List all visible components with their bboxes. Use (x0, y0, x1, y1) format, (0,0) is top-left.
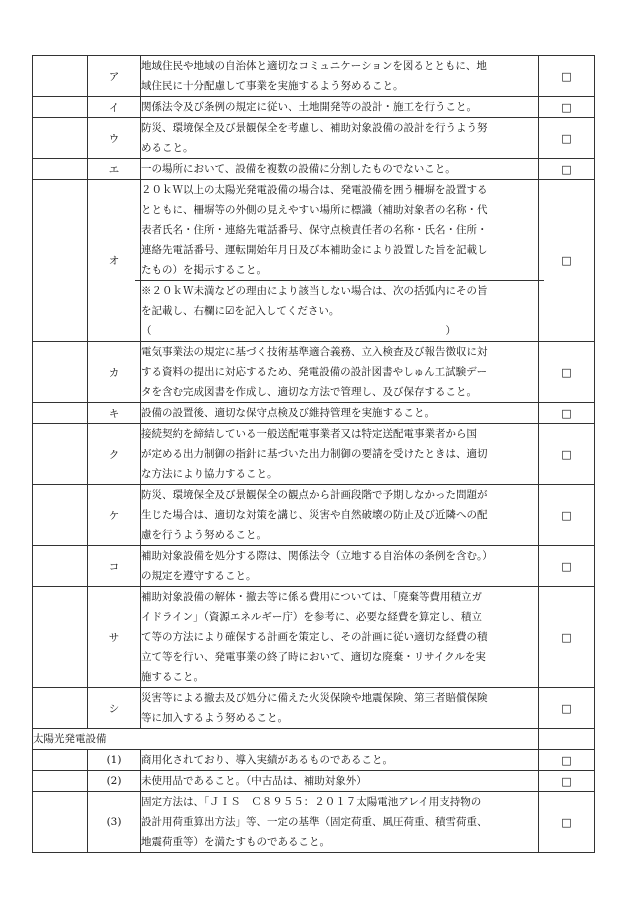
item-text-line: 生じた場合は、適切な対策を講じ、災害や自然破壊の防止及び近隣への配 (141, 509, 488, 521)
checklist-row (33, 485, 595, 546)
item-text (141, 485, 539, 546)
blank-cell (33, 97, 88, 118)
blank-cell (33, 587, 88, 688)
item-text-line: 連絡先電話番号、運転開始年月日及び本補助金により設置した旨を記載し (141, 244, 488, 256)
item-text-line: 域住民に十分配慮して事業を実施するよう努めること。 (141, 80, 404, 92)
item-text-line: 施すること。 (141, 671, 204, 683)
blank-cell (33, 750, 88, 771)
item-text-line: 地域住民や地域の自治体と適切なコミュニケーションを図るとともに、地 (141, 60, 487, 72)
blank-cell (33, 118, 88, 159)
checkbox[interactable]: □ (539, 771, 595, 792)
item-label: キ (88, 403, 141, 424)
item-text (141, 546, 539, 587)
item-text-line: 商用化されており、導入実績があるものであること。 (141, 754, 393, 766)
item-text-line: 慮を行うよう努めること。 (141, 529, 267, 541)
item-text-line: イドライン」（資源エネルギー庁）を参考に、必要な経費を算定し、積立 (141, 611, 482, 623)
item-text (141, 118, 539, 159)
checklist-row (33, 97, 595, 118)
item-label: オ (88, 180, 141, 342)
item-text-line: 防災、環境保全及び景観保全を考慮し、補助対象設備の設計を行うよう努 (141, 122, 488, 134)
checklist-row (33, 587, 595, 688)
item-label: (3) (88, 792, 141, 853)
item-text-line: 補助対象設備を処分する際は、関係法令（立地する自治体の条例を含む。） (141, 550, 493, 562)
item-note-line: （ ） (141, 325, 456, 337)
item-text (141, 771, 539, 792)
item-text (141, 97, 539, 118)
item-note-line: を記載し、右欄に☑を記入してください。 (141, 305, 340, 317)
item-text-line: が定める出力制御の指針に基づいた出力制御の要請を受けたときは、適切 (141, 448, 488, 460)
item-text-line: 未使用品であること。（中古品は、補助対象外） (141, 775, 367, 787)
checklist-row (33, 688, 595, 729)
item-text (141, 159, 539, 180)
checkbox[interactable]: □ (539, 546, 595, 587)
checkbox[interactable]: □ (539, 587, 595, 688)
checklist-row (33, 546, 595, 587)
item-text (141, 180, 539, 342)
checklist-row (33, 424, 595, 485)
item-note-line: ※２０ｋＷ未満などの理由により該当しない場合は、次の括弧内にその旨 (141, 285, 488, 297)
item-label: イ (88, 97, 141, 118)
checkbox[interactable]: □ (539, 688, 595, 729)
section-empty-cell (539, 729, 595, 750)
item-text (141, 342, 539, 403)
item-text-line: 固定方法は、「ＪＩＳ Ｃ８９５５：２０１７太陽電池アレイ用支持物の (141, 796, 482, 808)
item-text-line: する資料の提出に対応するため、発電設備の設計図書やしゅん工試験デー (141, 366, 488, 378)
blank-cell (33, 159, 88, 180)
checklist-row (33, 118, 595, 159)
item-label: サ (88, 587, 141, 688)
checklist-row (33, 403, 595, 424)
item-text-line: て等の方法により確保する計画を策定し、その計画に従い適切な経費の積 (141, 631, 488, 643)
checklist-row (33, 56, 595, 97)
item-text-line: 地震荷重等）を満たすものであること。 (141, 836, 330, 848)
checkbox[interactable]: □ (539, 97, 595, 118)
item-text (141, 792, 539, 853)
item-text-line: 設計用荷重算出方法」等、一定の基準（固定荷重、風圧荷重、積雪荷重、 (141, 816, 488, 828)
blank-cell (33, 56, 88, 97)
item-text (141, 688, 539, 729)
item-text-line: 電気事業法の規定に基づく技術基準適合義務、立入検査及び報告徴収に対 (141, 346, 488, 358)
item-text-line: 設備の設置後、適切な保守点検及び維持管理を実施すること。 (141, 407, 435, 419)
checklist-table (32, 55, 595, 853)
checklist-row (33, 792, 595, 853)
section-title: 太陽光発電設備 (33, 729, 539, 750)
item-label: コ (88, 546, 141, 587)
blank-cell (33, 180, 88, 342)
blank-cell (33, 792, 88, 853)
checkbox[interactable]: □ (539, 118, 595, 159)
blank-cell (33, 688, 88, 729)
item-label: ウ (88, 118, 141, 159)
item-label: ア (88, 56, 141, 97)
item-text-line: 災害等による撤去及び処分に備えた火災保険や地震保険、第三者賠償保険 (141, 692, 488, 704)
item-text (141, 587, 539, 688)
checklist-body (33, 56, 595, 853)
blank-cell (33, 771, 88, 792)
item-text-line: 立て等を行い、発電事業の終了時において、適切な廃棄・リサイクルを実 (141, 651, 486, 663)
item-text-line: 接続契約を締結している一般送配電事業者又は特定送配電事業者から国 (141, 428, 477, 440)
checkbox[interactable]: □ (539, 792, 595, 853)
item-text (141, 424, 539, 485)
item-label: ケ (88, 485, 141, 546)
checkbox[interactable]: □ (539, 159, 595, 180)
item-label: (2) (88, 771, 141, 792)
blank-cell (33, 546, 88, 587)
item-text (141, 403, 539, 424)
checklist-row (33, 342, 595, 403)
item-text-line: めること。 (141, 142, 194, 154)
item-label: ク (88, 424, 141, 485)
blank-cell (33, 342, 88, 403)
item-text-line: の規定を遵守すること。 (141, 570, 257, 582)
checkbox[interactable]: □ (539, 485, 595, 546)
item-text-line: 等に加入するよう努めること。 (141, 712, 288, 724)
item-text-line: 表者氏名・住所・連絡先電話番号、保守点検責任者の名称・氏名・住所・ (141, 224, 488, 236)
item-text-line: とともに、柵塀等の外側の見えやすい場所に標識（補助対象者の名称・代 (141, 204, 488, 216)
section-row (33, 729, 595, 750)
checklist-row (33, 180, 595, 342)
checkbox[interactable]: □ (539, 424, 595, 485)
checkbox[interactable]: □ (539, 403, 595, 424)
item-text-line: たもの）を掲示すること。 (141, 264, 267, 276)
item-label: (1) (88, 750, 141, 771)
checkbox[interactable]: □ (539, 342, 595, 403)
item-label: シ (88, 688, 141, 729)
item-text (141, 750, 539, 771)
item-text-line: な方法により協力すること。 (141, 468, 278, 480)
blank-cell (33, 485, 88, 546)
blank-cell (33, 424, 88, 485)
item-label: カ (88, 342, 141, 403)
checkbox[interactable]: □ (539, 750, 595, 771)
checklist-row (33, 771, 595, 792)
item-text (141, 56, 539, 97)
blank-cell (33, 403, 88, 424)
item-label: エ (88, 159, 141, 180)
item-text-line: 補助対象設備の解体・撤去等に係る費用については、「廃棄等費用積立ガ (141, 591, 483, 603)
checkbox[interactable]: □ (539, 180, 595, 342)
item-note (135, 280, 544, 341)
item-text-line: 一の場所において、設備を複数の設備に分割したものでないこと。 (141, 163, 456, 175)
item-text-line: ２０ｋＷ以上の太陽光発電設備の場合は、発電設備を囲う柵塀を設置する (141, 184, 488, 196)
item-text-line: 関係法令及び条例の規定に従い、土地開発等の設計・施工を行うこと。 (141, 101, 477, 113)
checkbox[interactable]: □ (539, 56, 595, 97)
checklist-row (33, 159, 595, 180)
item-text-line: タを含む完成図書を作成し、適切な方法で管理し、及び保存すること。 (141, 386, 477, 398)
checklist-row (33, 750, 595, 771)
item-text-line: 防災、環境保全及び景観保全の観点から計画段階で予期しなかった問題が (141, 489, 488, 501)
